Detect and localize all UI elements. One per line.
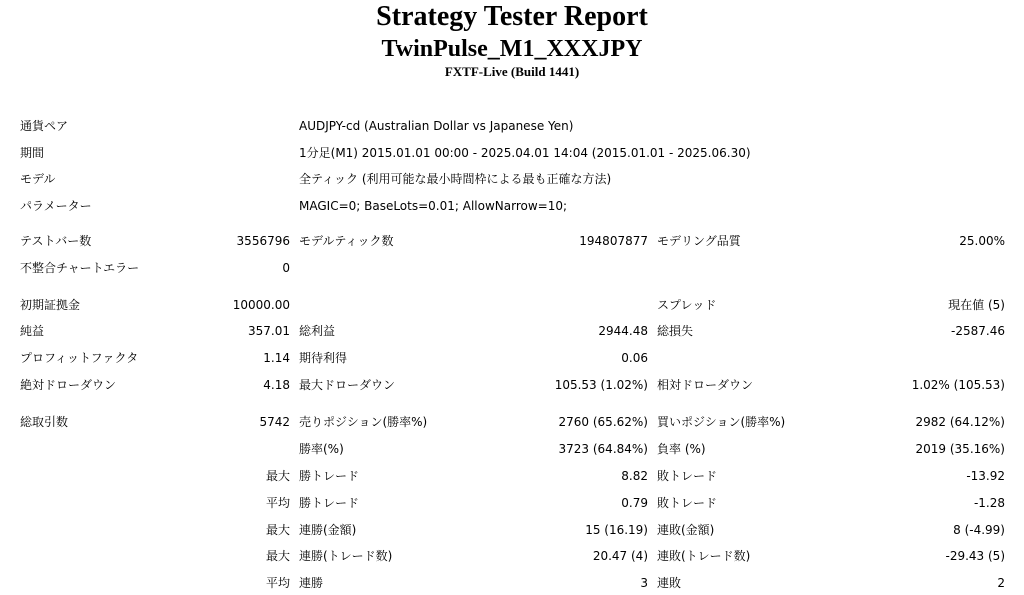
avg-consec-wins-value: 3 bbox=[640, 576, 648, 590]
win-rate-value: 3723 (64.84%) bbox=[558, 442, 648, 456]
expert-name: TwinPulse_M1_XXXJPY bbox=[381, 36, 643, 62]
long-positions-label: 買いポジション(勝率%) bbox=[657, 415, 786, 429]
avg-consec-losses-value: 2 bbox=[997, 576, 1005, 590]
profit-factor-value: 1.14 bbox=[263, 351, 290, 365]
params-label: パラメーター bbox=[20, 199, 92, 213]
bars-value: 3556796 bbox=[236, 234, 290, 248]
average-prefix: 平均 bbox=[265, 496, 290, 510]
largest-prefix: 最大 bbox=[265, 469, 290, 483]
largest-win-value: 8.82 bbox=[621, 469, 648, 483]
model-value: 全ティック (利用可能な最小時間枠による最も正確な方法) bbox=[299, 172, 612, 186]
spread-value: 現在値 (5) bbox=[948, 298, 1005, 312]
max-consec-losses-label: 連敗(金額) bbox=[657, 523, 715, 537]
model-label: モデル bbox=[20, 172, 56, 186]
abs-drawdown-value: 4.18 bbox=[263, 378, 290, 392]
max-consec-wins-value: 15 (16.19) bbox=[585, 523, 648, 537]
profit-factor-label: プロフィットファクタ bbox=[20, 351, 139, 365]
max-consec-loss-value: -29.43 (5) bbox=[945, 549, 1005, 563]
max-consec-count-prefix: 最大 bbox=[265, 549, 290, 563]
total-trades-label: 総取引数 bbox=[20, 415, 69, 429]
deposit-label: 初期証拠金 bbox=[20, 298, 81, 312]
spread-label: スプレッド bbox=[657, 298, 717, 312]
period-label: 期間 bbox=[20, 146, 45, 160]
total-trades-value: 5742 bbox=[259, 415, 290, 429]
max-consec-prefix: 最大 bbox=[265, 523, 290, 537]
symbol-value: AUDJPY-cd (Australian Dollar vs Japanese Yen) bbox=[299, 119, 574, 133]
ticks-value: 194807877 bbox=[579, 234, 648, 248]
short-positions-label: 売りポジション(勝率%) bbox=[299, 415, 428, 429]
report-title: Strategy Tester Report bbox=[376, 1, 648, 32]
short-positions-value: 2760 (65.62%) bbox=[558, 415, 648, 429]
max-drawdown-label: 最大ドローダウン bbox=[299, 378, 396, 392]
params-value: MAGIC=0; BaseLots=0.01; AllowNarrow=10; bbox=[299, 199, 568, 213]
avg-consec-prefix: 平均 bbox=[265, 576, 290, 590]
ticks-label: モデルティック数 bbox=[299, 234, 394, 248]
avg-loss-label: 敗トレード bbox=[657, 496, 718, 510]
max-consec-wins-label: 連勝(金額) bbox=[299, 523, 357, 537]
largest-loss-label: 敗トレード bbox=[657, 469, 718, 483]
long-positions-value: 2982 (64.12%) bbox=[915, 415, 1005, 429]
abs-drawdown-label: 絶対ドローダウン bbox=[20, 378, 117, 392]
quality-value: 25.00% bbox=[959, 234, 1005, 248]
gross-loss-value: -2587.46 bbox=[951, 324, 1005, 338]
loss-rate-value: 2019 (35.16%) bbox=[915, 442, 1005, 456]
bars-label: テストバー数 bbox=[20, 234, 92, 248]
largest-loss-value: -13.92 bbox=[966, 469, 1005, 483]
errors-value: 0 bbox=[282, 261, 290, 275]
net-profit-label: 純益 bbox=[20, 324, 45, 338]
errors-label: 不整合チャートエラー bbox=[20, 261, 140, 275]
max-consec-profit-value: 20.47 (4) bbox=[592, 549, 648, 563]
expected-payoff-value: 0.06 bbox=[621, 351, 648, 365]
net-profit-value: 357.01 bbox=[248, 324, 290, 338]
rel-drawdown-label: 相対ドローダウン bbox=[657, 378, 754, 392]
gross-loss-label: 総損失 bbox=[657, 324, 694, 338]
rel-drawdown-value: 1.02% (105.53) bbox=[911, 378, 1005, 392]
max-consec-profit-label: 連勝(トレード数) bbox=[299, 549, 393, 563]
avg-win-label: 勝トレード bbox=[299, 496, 360, 510]
symbol-label: 通貨ペア bbox=[20, 119, 69, 133]
quality-label: モデリング品質 bbox=[657, 234, 741, 248]
largest-win-label: 勝トレード bbox=[299, 469, 360, 483]
win-rate-label: 勝率(%) bbox=[299, 442, 344, 456]
expected-payoff-label: 期待利得 bbox=[299, 351, 348, 365]
avg-loss-value: -1.28 bbox=[973, 496, 1005, 510]
avg-consec-wins-label: 連勝 bbox=[299, 576, 324, 590]
deposit-value: 10000.00 bbox=[232, 298, 290, 312]
max-consec-loss-label: 連敗(トレード数) bbox=[657, 549, 751, 563]
period-value: 1分足(M1) 2015.01.01 00:00 - 2025.04.01 14:04 (2015.01.01 - 2025.06.30) bbox=[299, 146, 751, 160]
avg-win-value: 0.79 bbox=[621, 496, 648, 510]
avg-consec-losses-label: 連敗 bbox=[657, 576, 682, 590]
gross-profit-label: 総利益 bbox=[299, 324, 336, 338]
gross-profit-value: 2944.48 bbox=[598, 324, 648, 338]
max-drawdown-value: 105.53 (1.02%) bbox=[554, 378, 648, 392]
max-consec-losses-value: 8 (-4.99) bbox=[953, 523, 1005, 537]
loss-rate-label: 負率 (%) bbox=[657, 442, 706, 456]
server-build: FXTF-Live (Build 1441) bbox=[444, 64, 580, 79]
